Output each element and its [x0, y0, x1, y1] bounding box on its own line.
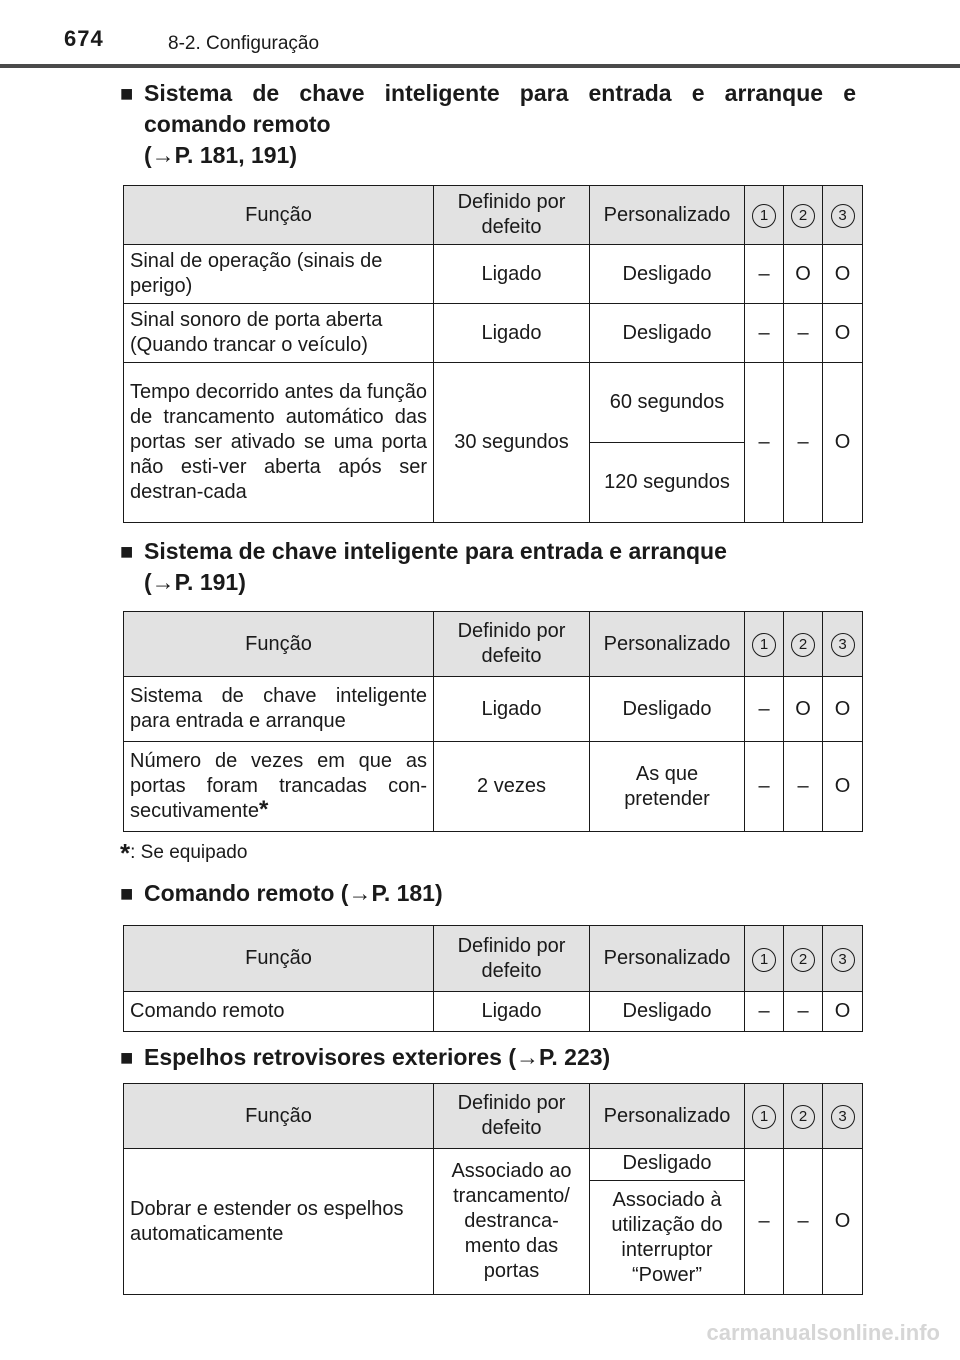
- page-number: 674: [64, 26, 104, 51]
- method-1-cell: –: [745, 677, 784, 742]
- circled-1-icon: 1: [752, 948, 776, 972]
- default-cell: Ligado: [434, 992, 590, 1032]
- circled-1-icon: 1: [752, 204, 776, 228]
- function-cell: Sinal de operação (sinais de perigo): [124, 245, 434, 304]
- table-row: [124, 677, 863, 742]
- method-2-cell: O: [784, 677, 823, 742]
- custom-cell: Desligado: [590, 992, 745, 1032]
- heading-line: Comando remoto (→P. 181): [144, 880, 443, 906]
- table-row: [124, 304, 863, 363]
- col-header-custom: Personalizado: [590, 926, 745, 992]
- col-header-method-1: [745, 186, 784, 245]
- col-header-method-2: [784, 612, 823, 677]
- table-row: [124, 742, 863, 832]
- circled-2-icon: 2: [791, 204, 815, 228]
- method-3-cell: O: [823, 677, 863, 742]
- col-header-method-1: [745, 612, 784, 677]
- col-header-method-2: [784, 186, 823, 245]
- col-header-function: Função: [124, 926, 434, 992]
- heading-reference: (→P. 181, 191): [144, 142, 298, 168]
- custom-cell: Desligado: [590, 245, 745, 304]
- circled-2-icon: 2: [791, 633, 815, 657]
- method-1-cell: –: [745, 304, 784, 363]
- circled-1-icon: 1: [752, 633, 776, 657]
- equipped-asterisk: *: [258, 796, 269, 823]
- method-1-cell: –: [745, 742, 784, 832]
- heading-line: Sistema de chave inteligente para entrada e arranque: [144, 538, 727, 564]
- method-2-cell: –: [784, 304, 823, 363]
- function-cell: Dobrar e estender os espelhos automaticamente: [124, 1149, 434, 1295]
- circled-2-icon: 2: [791, 1105, 815, 1129]
- function-cell: Tempo decorrido antes da função de trancamento automático das portas ser ativado se uma porta não esti-ver aberta após ser destran-cada: [124, 363, 434, 523]
- method-2-cell: –: [784, 742, 823, 832]
- col-header-default: Definido por defeito: [434, 1084, 590, 1149]
- method-2-cell: O: [784, 245, 823, 304]
- col-header-function: Função: [124, 612, 434, 677]
- heading-line: Sistema de chave inteligente para entrada e arranque e: [144, 80, 856, 106]
- col-header-method-2: [784, 926, 823, 992]
- col-header-function: Função: [124, 186, 434, 245]
- custom-cell: As que pretender: [590, 742, 745, 832]
- col-header-method-3: [823, 926, 863, 992]
- method-1-cell: –: [745, 363, 784, 523]
- heading-line: Espelhos retrovisores exteriores (→P. 223): [144, 1044, 611, 1070]
- custom-cell: Desligado: [590, 1149, 745, 1181]
- table-row: [124, 245, 863, 304]
- method-3-cell: O: [823, 304, 863, 363]
- heading-line: comando remoto: [144, 111, 331, 137]
- col-header-default: Definido por defeito: [434, 926, 590, 992]
- custom-cell: Desligado: [590, 677, 745, 742]
- col-header-custom: Personalizado: [590, 186, 745, 245]
- col-header-function: Função: [124, 1084, 434, 1149]
- watermark: carmanualsonline.info: [706, 1320, 940, 1345]
- default-cell: Ligado: [434, 677, 590, 742]
- table-header-row: [124, 612, 863, 677]
- col-header-default: Definido por defeito: [434, 186, 590, 245]
- square-bullet-icon: ■: [120, 539, 134, 564]
- settings-table-remote: [123, 925, 863, 1032]
- function-cell: Comando remoto: [124, 992, 434, 1032]
- col-header-method-3: [823, 186, 863, 245]
- col-header-custom: Personalizado: [590, 1084, 745, 1149]
- table-row: [124, 1149, 863, 1181]
- col-header-method-2: [784, 1084, 823, 1149]
- method-3-cell: O: [823, 363, 863, 523]
- default-cell: Associado ao trancamento/ destranca-mento das portas: [434, 1149, 590, 1295]
- circled-2-icon: 2: [791, 948, 815, 972]
- default-cell: 2 vezes: [434, 742, 590, 832]
- table-row: [124, 992, 863, 1032]
- col-header-method-1: [745, 926, 784, 992]
- chapter-title: 8-2. Configuração: [168, 33, 320, 54]
- method-2-cell: –: [784, 363, 823, 523]
- method-3-cell: O: [823, 245, 863, 304]
- table-header-row: [124, 186, 863, 245]
- function-cell: [124, 742, 434, 832]
- col-header-custom: Personalizado: [590, 612, 745, 677]
- method-2-cell: –: [784, 992, 823, 1032]
- circled-3-icon: 3: [831, 948, 855, 972]
- settings-table-smart-key-remote: [123, 185, 863, 523]
- settings-table-smart-key: [123, 611, 863, 832]
- table-header-row: [124, 1084, 863, 1149]
- footnote: [120, 838, 248, 873]
- default-cell: Ligado: [434, 304, 590, 363]
- table-row: [124, 363, 863, 443]
- method-3-cell: O: [823, 742, 863, 832]
- function-cell: Sinal sonoro de porta aberta (Quando trancar o veículo): [124, 304, 434, 363]
- method-3-cell: O: [823, 992, 863, 1032]
- col-header-method-3: [823, 612, 863, 677]
- method-1-cell: –: [745, 245, 784, 304]
- custom-cell: Associado à utilização do interruptor “Power”: [590, 1181, 745, 1295]
- page-header: [0, 0, 960, 70]
- function-text: Número de vezes em que as portas foram trancadas con-secutivamente: [130, 750, 427, 822]
- col-header-method-3: [823, 1084, 863, 1149]
- header-divider: [0, 64, 960, 68]
- circled-3-icon: 3: [831, 633, 855, 657]
- method-1-cell: –: [745, 1149, 784, 1295]
- settings-table-mirrors: [123, 1083, 863, 1295]
- custom-cell: 120 segundos: [590, 443, 745, 523]
- col-header-default: Definido por defeito: [434, 612, 590, 677]
- circled-3-icon: 3: [831, 1105, 855, 1129]
- square-bullet-icon: ■: [120, 1045, 134, 1070]
- method-1-cell: –: [745, 992, 784, 1032]
- footnote-asterisk: *: [120, 838, 131, 868]
- heading-reference: (→P. 191): [144, 569, 246, 595]
- circled-1-icon: 1: [752, 1105, 776, 1129]
- function-cell: Sistema de chave inteligente para entrada e arranque: [124, 677, 434, 742]
- circled-3-icon: 3: [831, 204, 855, 228]
- table-header-row: [124, 926, 863, 992]
- col-header-method-1: [745, 1084, 784, 1149]
- custom-cell: Desligado: [590, 304, 745, 363]
- method-3-cell: O: [823, 1149, 863, 1295]
- method-2-cell: –: [784, 1149, 823, 1295]
- square-bullet-icon: ■: [120, 81, 134, 106]
- default-cell: Ligado: [434, 245, 590, 304]
- default-cell: 30 segundos: [434, 363, 590, 523]
- square-bullet-icon: ■: [120, 881, 134, 906]
- custom-cell: 60 segundos: [590, 363, 745, 443]
- footnote-text: : Se equipado: [130, 842, 248, 863]
